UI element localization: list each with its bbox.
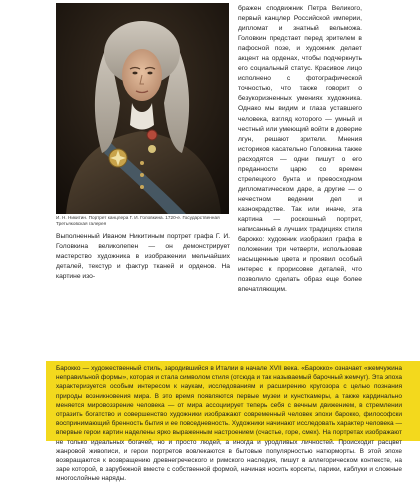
right-column-text — [238, 4, 362, 295]
baroque-info-box — [46, 361, 420, 483]
left-column-paragraph: Выполненный Иваном Никитиным портрет графа Г. И. Головкина великолепен — он демонстрирует мастерство художника в изображении мельчайших деталей, текстур и фактур тканей и орденов. На картине изо- — [56, 233, 230, 281]
info-box-text: Барокко — художественный стиль, зародившийся в Италии в начале XVII века. «Барокко» означает «жемчужина неправильной формы», которая и стала символом стиля (отсюда и так называемый барочный жемчуг). Эта эпоха характеризуется особым интересом к наукам, исследованиям и расширению кругозора с целью познания природы возникновения мира. В это время появляются первые музеи и кунсткамеры, а также кардинально меняется мировоззрение человека — от мира ассоциирует теперь себя с вечным движением, в стремлении отразить богатство и совершенство художники изображают современный человек эпохи барокко, философски воспринимающий бренность бытия и ее повседневность. Художники начинают исследовать характер человека — впервые герои картин наделены ярко выраженным настроением (счастье, горе, смех). На портретах изображают не только идеальных богачей, но и просто людей, а иногда и уродливых личностей. Происходит расцвет жанровой живописи, и герои портретов вовлекаются в бытовые популярностью натюрморты. В этой эпохе возвращаются к возвращению древнегреческого и римского наследия, пишут в аллегорическом контексте, на заре которой, в зарубежной вместе с собственной формой, начиная носить корсеты, парики, каблуки и сложные многослойные наряды. — [56, 365, 402, 483]
portrait-image — [56, 3, 229, 214]
right-column-paragraph: бражен сподвижник Петра Великого, первый канцлер Российской империи, дипломат и знатный вельможа. Головкин предстает перед зрителем в пафосной позе, и художник делает акцент на орденах, чтобы подчеркнуть его социальный статус. Красивое лицо исполнено с фотографической точностью, что также говорит о безукоризненных умениях художника. Однако мы видим и глаза уставшего человека, взгляд которого — умный и честный или умеющий войти в доверие лгун, решают зрители. Мнения историков касательно Головкина также расходятся — одни пишут о его преданности царю со времен стрелецкого бунта и превосходном дипломатическом даре, а другие — о нечестном ведении дел и казнокрадстве. Так или иначе, эта картина — роскошный портрет, написанный в лучших традициях стиля барокко: художник изобразил графа в положении три четверти, использовав насыщенные цвета и проявил особый интерес к прорисовке деталей, что позволило сделать образ еще более впечатляющим. — [238, 5, 362, 294]
image-caption: И. Н. Никитин. Портрет канцлера Г. И. Головкина. 1720-е. Государственная Третьяковская галерея — [56, 215, 220, 227]
left-column-text — [56, 232, 230, 282]
